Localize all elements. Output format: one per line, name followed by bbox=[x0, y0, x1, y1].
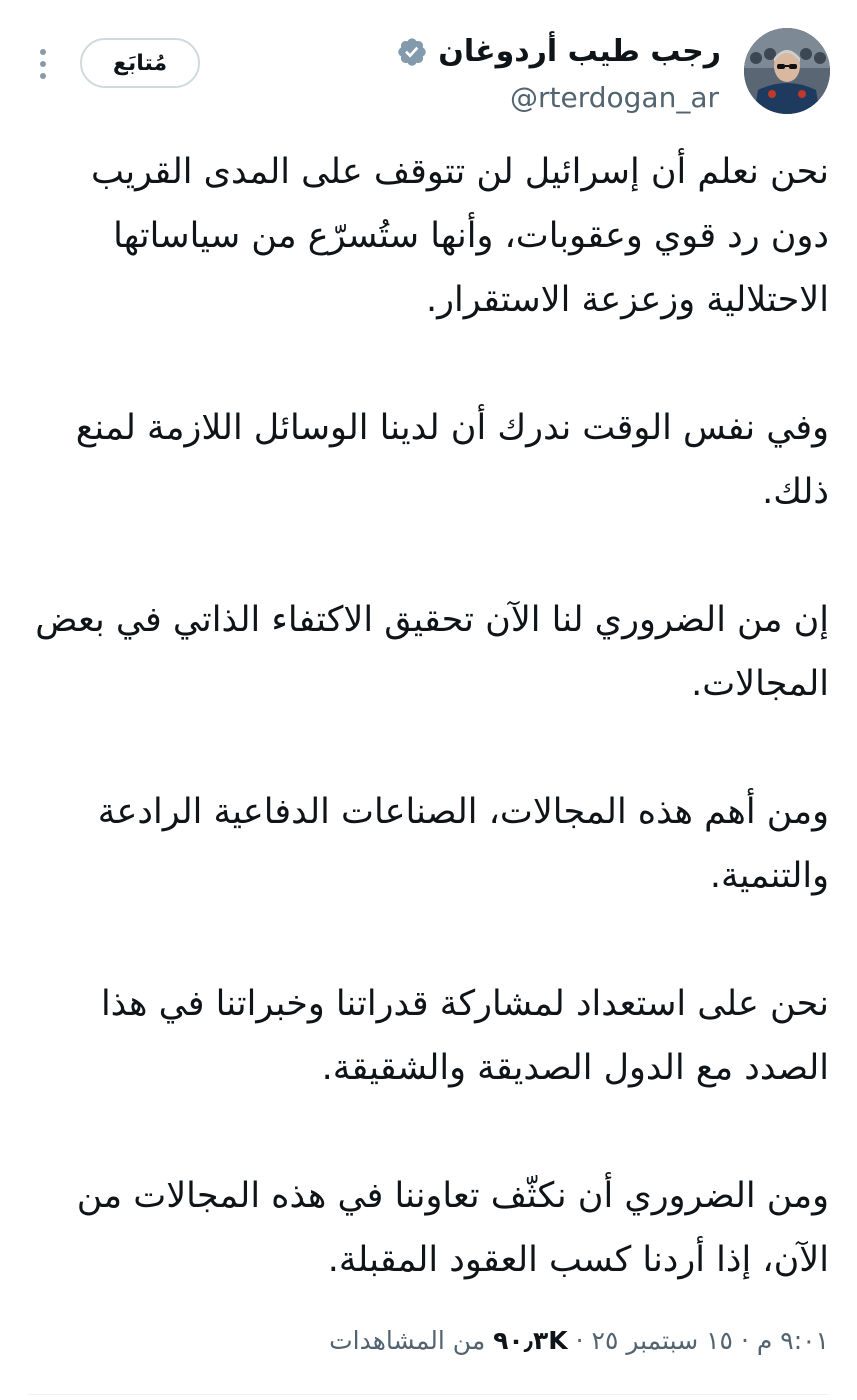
tweet-text bbox=[24, 140, 829, 1292]
tweet-paragraph: وفي نفس الوقت ندرك أن لدينا الوسائل اللازمة لمنع ذلك. bbox=[75, 408, 829, 512]
meta-separator: · bbox=[740, 1326, 749, 1355]
tweet-metadata bbox=[329, 1315, 829, 1367]
following-button[interactable]: مُتابَع bbox=[80, 38, 200, 88]
author-display-name[interactable]: رجب طيب أردوغان bbox=[438, 34, 721, 69]
more-options-icon[interactable] bbox=[30, 44, 56, 84]
divider bbox=[28, 1394, 829, 1395]
more-dot bbox=[40, 73, 46, 79]
tweet-paragraph: ومن الضروري أن نكثّف تعاوننا في هذه المجالات من الآن، إذا أردنا كسب العقود المقبلة. bbox=[76, 1176, 829, 1280]
avatar-image bbox=[744, 28, 830, 114]
tweet-paragraph: نحن نعلم أن إسرائيل لن تتوقف على المدى القريب دون رد قوي وعقوبات، وأنها ستُسرّع من سياساتها الاحتلالية وزعزعة الاستقرار. bbox=[90, 152, 829, 320]
author-name-row bbox=[396, 28, 721, 76]
tweet-time[interactable]: ٩:٠١ م bbox=[756, 1326, 829, 1355]
tweet-paragraph: ومن أهم هذه المجالات، الصناعات الدفاعية الرادعة والتنمية. bbox=[97, 792, 829, 896]
more-dot bbox=[40, 49, 46, 55]
author-handle[interactable]: @rterdogan_ar bbox=[510, 81, 719, 114]
more-dot bbox=[40, 61, 46, 67]
views-count[interactable]: ٩٠٫٣K bbox=[493, 1326, 568, 1355]
avatar[interactable] bbox=[744, 28, 830, 114]
tweet-paragraph: نحن على استعداد لمشاركة قدراتنا وخبراتنا في هذا الصدد مع الدول الصديقة والشقيقة. bbox=[100, 984, 829, 1088]
views-label: من المشاهدات bbox=[329, 1326, 486, 1355]
meta-separator: · bbox=[575, 1326, 584, 1355]
tweet-paragraph: إن من الضروري لنا الآن تحقيق الاكتفاء الذاتي في بعض المجالات. bbox=[35, 600, 829, 704]
tweet-date[interactable]: ١٥ سبتمبر ٢٥ bbox=[591, 1326, 733, 1355]
verified-badge-icon[interactable] bbox=[396, 36, 428, 68]
tweet-header bbox=[0, 0, 857, 130]
